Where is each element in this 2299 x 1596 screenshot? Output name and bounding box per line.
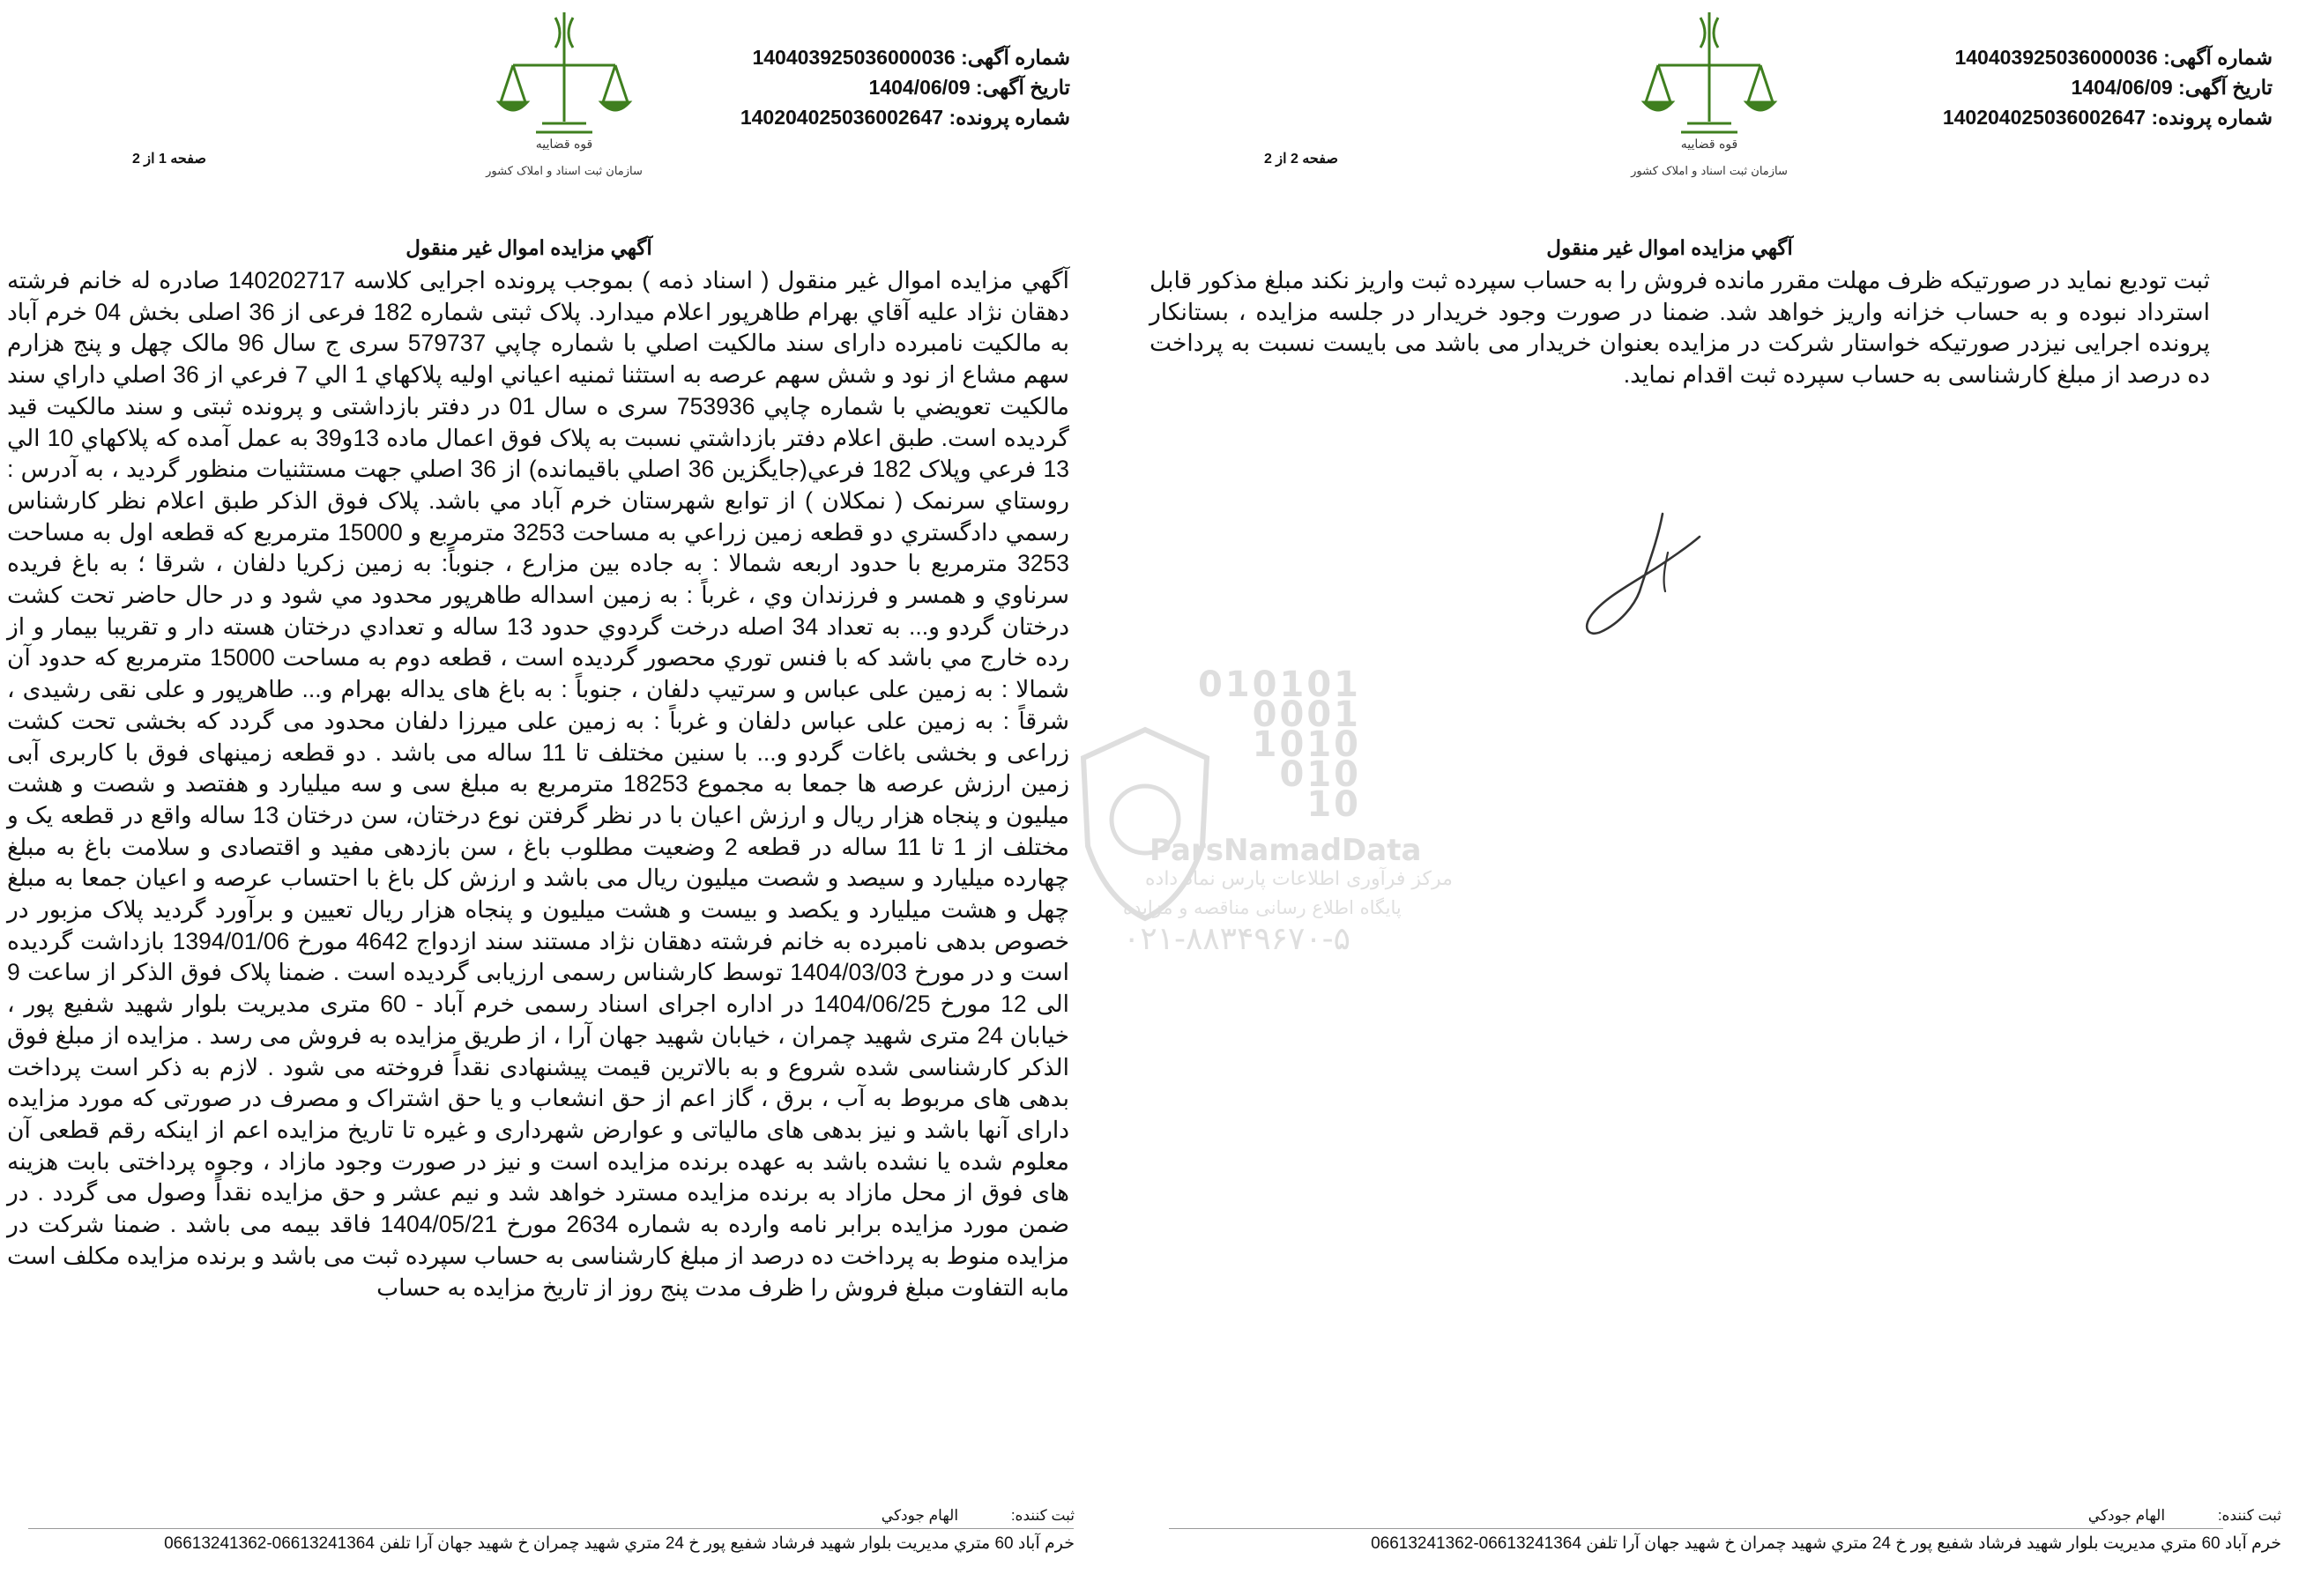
page-number: صفحه 1 از 2 <box>132 152 206 167</box>
notice-title: آگهي مزايده اموال غير منقول <box>1546 236 1793 259</box>
footer-divider <box>28 1528 1074 1529</box>
registrar <box>882 1507 1075 1525</box>
signature <box>1559 507 1713 648</box>
svg-text:قوه قضاییه: قوه قضاییه <box>535 137 593 152</box>
registrar-label: ثبت کننده: <box>2217 1507 2281 1524</box>
svg-text:قوه قضاییه: قوه قضاییه <box>1680 137 1738 152</box>
svg-text:سازمان ثبت اسناد و املاک کشور: سازمان ثبت اسناد و املاک کشور <box>486 165 643 178</box>
notice-date: تاریخ آگهی: 1404/06/09 <box>2071 76 2273 99</box>
notice-meta <box>612 42 1070 132</box>
registrar-label: ثبت کننده: <box>1010 1507 1075 1524</box>
notice-title: آگهي مزايده اموال غير منقول <box>405 236 652 259</box>
notice-body: ثبت تودیع نماید در صورتیکه ظرف مهلت مقرر مانده فروش را به حساب سپرده ثبت واریز نکند مبلغ مذکور قابل استرداد نبوده و به حساب خزانه واریز خواهد شد. ضمنا در صورت وجود خریدار در جلسه مزایده ، بستانکار پرونده اجرایی نیزدر صورتیکه خواستار شرکت در مزایده بعنوان خریدار می باشد می بایست نسبت به پرداخت ده درصد از مبلغ کارشناسی به حساب سپرده ثبت اقدام نماید. <box>1150 267 2210 389</box>
footer-divider <box>1169 1528 2223 1529</box>
watermark-digits: 0001 <box>1252 694 1361 735</box>
notice-body: آگهي مزايده اموال غير منقول ( اسناد ذمه ) بموجب پرونده اجرایی کلاسه 140202717 صادره له خانم فرشته دهقان نژاد علیه آقاي بهرام طاهرپور اعلام ميدارد. پلاک ثبتی شماره 182 فرعی از 36 اصلی بخش 04 خرم آباد به مالکیت نامبرده دارای سند مالکيت اصلي با شماره چاپي 579737 سری ج سال 96 مالک چهل و پنج هزارم سهم مشاع از نود و شش سهم عرصه به استثنا ثمنيه اعياني اوليه پلاکهاي 1 الي 7 فرعي از 36 اصلي داراي سند مالکيت تعويضي با شماره چاپي 753936 سری ه سال 01 در دفتر بازداشتی و پرونده ثبتی و سند مالکیت قید گردیده است. طبق اعلام دفتر بازداشتي نسبت به پلاک فوق اعمال ماده 13و39 به عمل آمده که پلاکهاي 10 الي 13 فرعي وپلاک 182 فرعي(جايگزين 36 اصلي باقيمانده) از 36 اصلي جهت مستثنيات منظور گرديد ، به آدرس : روستاي سرنمک ( نمکلان ) از توابع شهرستان خرم آباد مي باشد. پلاک فوق الذکر طبق اعلام نظر کارشناس رسمي دادگستري دو قطعه زمين زراعي به مساحت 3253 مترمربع و 15000 مترمربع که قطعه اول به مساحت 3253 مترمربع با حدود اربعه شمالا : به جاده بين مزارع ، جنوباً: به زمين زکريا دلفان ، شرقا ؛ به باغ فريده سرناوي و همسر و فرزندان وي ، غرباً : به زمين اسداله طاهرپور محدود مي شود و در حال حاضر تحت کشت درختان گردو و... به تعداد 34 اصله درخت گردوي حدود 13 ساله و تعدادي درختان هسته دار و تقريبا بيمار و از رده خارج مي باشد که با فنس توري محصور گرديده است ، قطعه دوم به مساحت 15000 مترمربع که حدود آن شمالا : به زمین علی عباس و سرتیپ دلفان ، جنوباً : به باغ های یداله بهرام و... طاهرپور و علی نقی رشیدی ، شرقاً : به زمین علی عباس دلفان و غرباً : به زمین علی میرزا دلفان محدود می گردد که بخشی تحت کشت زراعی و بخشی باغات گردو و... با سنین مختلف تا 11 ساله می باشد . دو قطعه زمینهای فوق با کاربری آبی زمین ارزش عرصه ها جمعا به مجموع 18253 مترمربع به مبلغ سی و سه میلیارد و هفتصد و شصت و هشت میلیون و پنجاه هزار ریال و ارزش اعیان با در نظر گرفتن نوع درختان، سن درختان 13 ساله واقع در قطعه یک و مختلف از 1 تا 11 ساله در قطعه 2 وضعیت مطلوب باغ ، سن بازدهی مفید و اقتصادی و سلامت باغ به مبلغ چهارده میلیارد و سیصد و شصت میلیون ریال می باشد و ارزش کل باغ با احتساب عرصه و اعیان جمعا به مبلغ چهل و هشت میلیارد و یکصد و بیست و هشت میلیون و پنجاه هزار ریال تعیین و برآورد گردید پلاک مزبور در خصوص بدهی نامبرده به خانم فرشته دهقان نژاد مستند سند ازدواج 4642 مورخ 1394/01/06 بازداشت گردیده است و در مورخ 1404/03/03 توسط کارشناس رسمی ارزیابی گردیده است . ضمنا پلاک فوق الذکر از ساعت 9 الی 12 مورخ 1404/06/25 در اداره اجرای اسناد رسمی خرم آباد - 60 متری مدیریت بلوار شهید شفیع پور ، خیابان 24 متری شهید چمران ، خیابان شهید جهان آرا ، از طریق مزایده به فروش می رسد . مزایده از مبلغ فوق الذکر کارشناسی شده شروع و به بالاترین قیمت پیشنهادی نقداً فروخته می شود . لازم به ذکر است پرداخت بدهی های مربوط به آب ، برق ، گاز اعم از حق انشعاب و یا حق اشتراک و مصرف در صورتی که مورد مزایده دارای آنها باشد و نیز بدهی های مالیاتی و عوارض شهرداری و غیره تا تاریخ مزایده اعم از اینکه رقم قطعی آن معلوم شده یا نشده باشد به عهده برنده مزایده است و نیز در صورت وجود مازاد ، وجوه پرداختی بابت هزینه های فوق از محل مازاد به برنده مزایده مسترد خواهد شد و نیم عشر و حق مزایده نقداً وصول می گردد . در ضمن مورد مزایده برابر نامه وارده به شماره 2634 مورخ 1404/05/21 فاقد بیمه می باشد . ضمنا شرکت در مزایده منوط به پرداخت ده درصد از مبلغ کارشناسی به حساب سپرده ثبت می باشد و برنده مزایده مکلف است مابه التفاوت مبلغ فروش را ظرف مدت پنج روز از تاریخ مزایده به حساب <box>7 267 1070 1301</box>
footer-address: خرم آباد 60 متري مديريت بلوار شهيد فرشاد شفيع پور خ 24 متري شهيد چمران خ شهيد جهان آرا تلفن 06613241364-06613241362 <box>1371 1534 2281 1553</box>
notice-date: تاریخ آگهی: 1404/06/09 <box>868 76 1070 99</box>
svg-text:سازمان ثبت اسناد و املاک کشور: سازمان ثبت اسناد و املاک کشور <box>1631 165 1788 178</box>
watermark-line-1: مرکز فرآوری اطلاعات پارس نماد داده <box>1145 868 1453 890</box>
notice-number: شماره آگهی: 140403925036000036 <box>1954 46 2273 69</box>
registrar-name: الهام جودکي <box>881 1507 959 1524</box>
watermark-line-2: پایگاه اطلاع رسانی مناقصه و مزایده <box>1123 897 1402 918</box>
watermark-brand: ParsNamadData <box>1150 833 1422 868</box>
watermark-digits: 010 <box>1279 754 1361 795</box>
watermark-shield-icon <box>1070 723 1220 925</box>
judiciary-emblem <box>1631 7 1788 188</box>
file-number: شماره پرونده: 140204025036002647 <box>740 106 1070 129</box>
notice-number: شماره آگهی: 140403925036000036 <box>752 46 1070 69</box>
notice-meta <box>1814 42 2273 132</box>
page-number: صفحه 2 از 2 <box>1264 152 1338 167</box>
registrar <box>2088 1507 2281 1525</box>
watermark-phone: ۰۲۱-۸۸۳۴۹۶۷۰-۵ <box>1123 921 1351 957</box>
watermark <box>1070 664 1453 957</box>
watermark-digits: 10 <box>1306 784 1361 825</box>
footer-address: خرم آباد 60 متري مديريت بلوار شهيد فرشاد شفيع پور خ 24 متري شهيد چمران خ شهيد جهان آرا تلفن 06613241364-06613241362 <box>164 1534 1075 1553</box>
watermark-digits: 010101 <box>1198 664 1361 705</box>
registrar-name: الهام جودکي <box>2087 1507 2166 1524</box>
watermark-digits: 1010 <box>1252 724 1361 765</box>
file-number: شماره پرونده: 140204025036002647 <box>1942 106 2273 129</box>
